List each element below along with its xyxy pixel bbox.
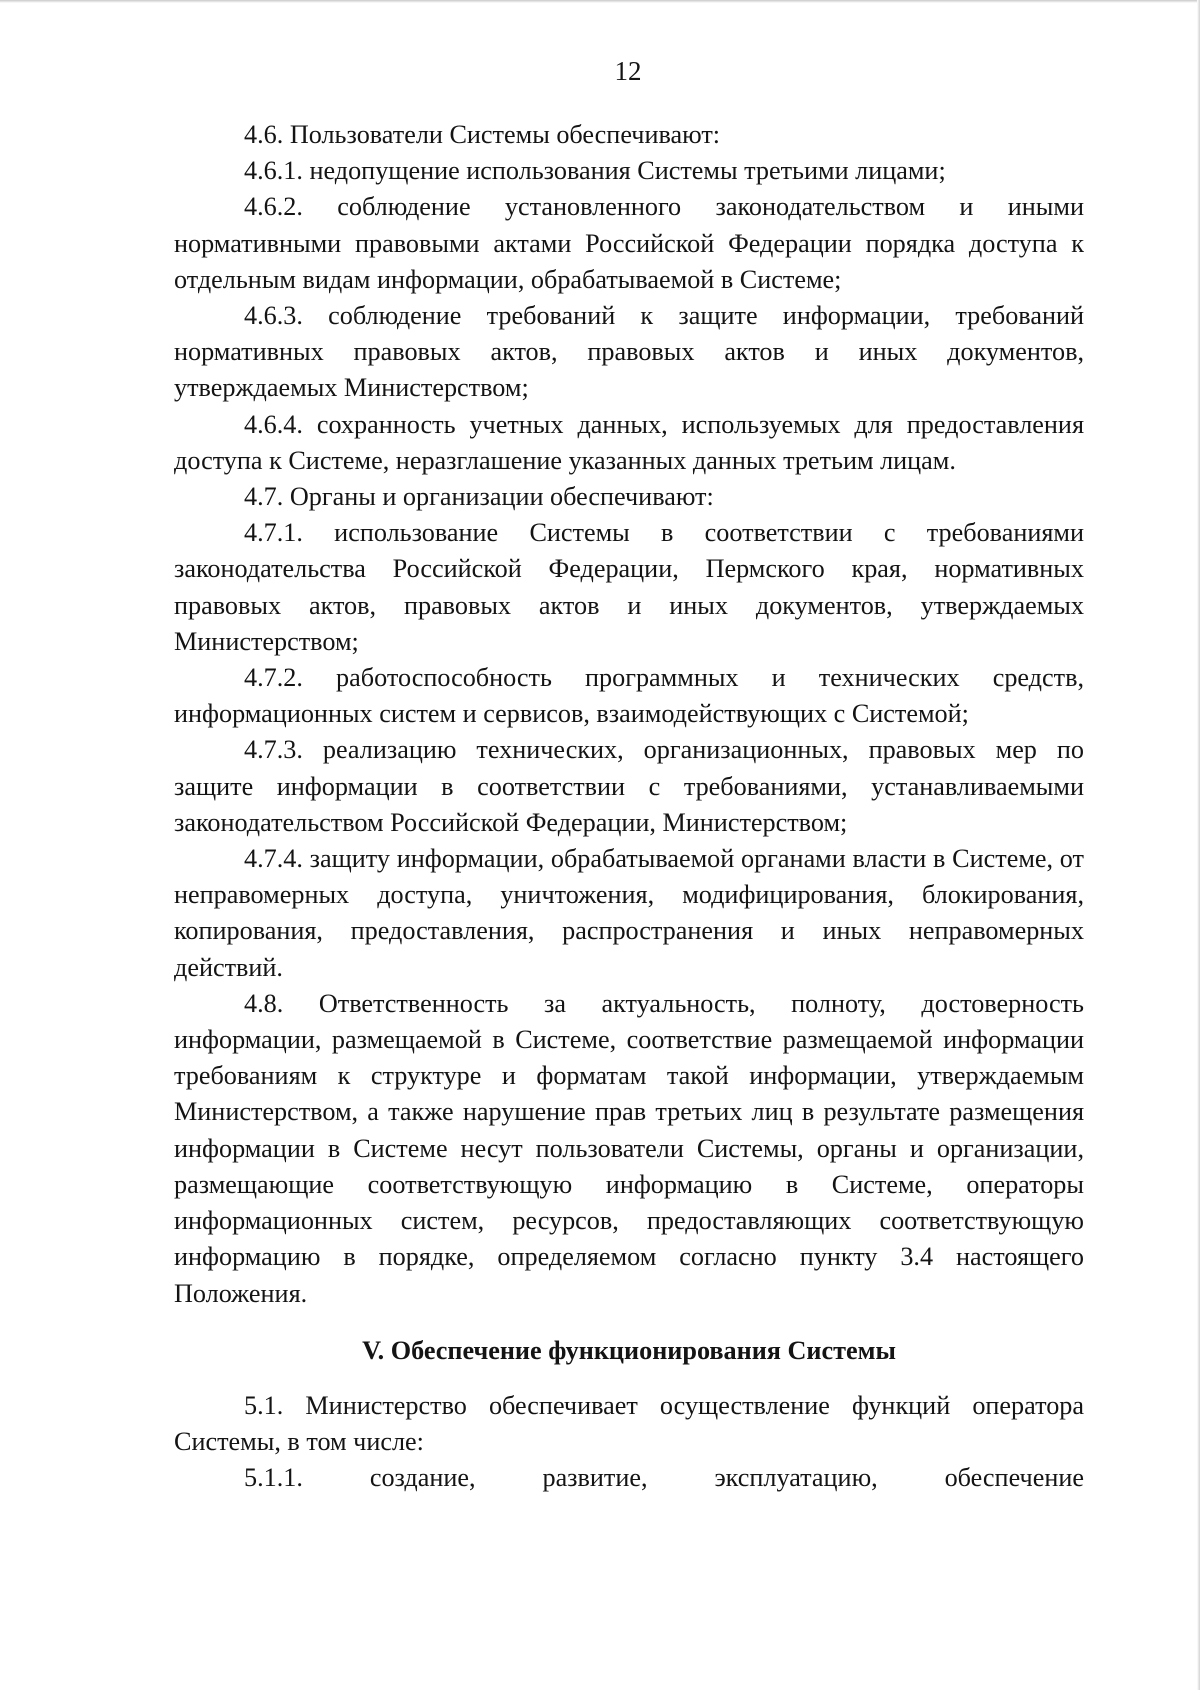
scan-edge-top [0, 0, 1200, 3]
document-body [174, 117, 1084, 1496]
page-number: 12 [614, 56, 642, 86]
paragraph-5-1: 5.1. Министерство обеспечивает осуществление функций оператора Системы, в том числе: [174, 1390, 1084, 1456]
paragraph-4-6-4: 4.6.4. сохранность учетных данных, используемых для предоставления доступа к Системе, неразглашение указанных данных третьим лицам. [174, 409, 1084, 475]
paragraph-4-7-2: 4.7.2. работоспособность программных и технических средств, информационных систем и сервисов, взаимодействующих с Системой; [174, 663, 1084, 729]
paragraph-5-1-1: 5.1.1. создание, развитие, эксплуатацию, обеспечение [244, 1463, 1084, 1493]
paragraph-4-7: 4.7. Органы и организации обеспечивают: [244, 482, 714, 512]
paragraph-4-8: 4.8. Ответственность за актуальность, полноту, достоверность информации, размещаемой в Системе, соответствие размещаемой информации требованиям к структуре и форматам такой информации, утверждаемым Министерством, а также нарушение прав третьих лиц в результате размещения информации в Системе несут пользователи Системы, органы и организации, размещающие соответствующую информацию в Системе, операторы информационных систем, ресурсов, предоставляющих соответствующую информацию в порядке, определяемом согласно пункту 3.4 настоящего Положения. [174, 988, 1084, 1308]
paragraph-4-6-1: 4.6.1. недопущение использования Системы третьими лицами; [244, 156, 946, 186]
paragraph-4-6-2: 4.6.2. соблюдение установленного законодательством и иными нормативными правовыми актами Российской Федерации порядка доступа к отдельным видам информации, обрабатываемой в Системе; [174, 192, 1084, 294]
paragraph-4-7-4: 4.7.4. защиту информации, обрабатываемой органами власти в Системе, от неправомерных доступа, уничтожения, модифицирования, блокирования, копирования, предоставления, распространения и иных неправомерных действий. [174, 844, 1084, 982]
paragraph-4-6: 4.6. Пользователи Системы обеспечивают: [244, 120, 721, 149]
paragraph-4-7-1: 4.7.1. использование Системы в соответствии с требованиями законодательства Российской Федерации, Пермского края, нормативных правовых актов, правовых актов и иных документов, утверждаемых Министерством; [174, 518, 1084, 656]
paragraph-4-7-3: 4.7.3. реализацию технических, организационных, правовых мер по защите информации в соответствии с требованиями, устанавливаемыми законодательством Российской Федерации, Министерством; [174, 735, 1084, 837]
paragraph-4-6-3: 4.6.3. соблюдение требований к защите информации, требований нормативных правовых актов, правовых актов и иных документов, утверждаемых Министерством; [174, 301, 1084, 403]
section-heading: V. Обеспечение функционирования Системы [362, 1335, 896, 1365]
